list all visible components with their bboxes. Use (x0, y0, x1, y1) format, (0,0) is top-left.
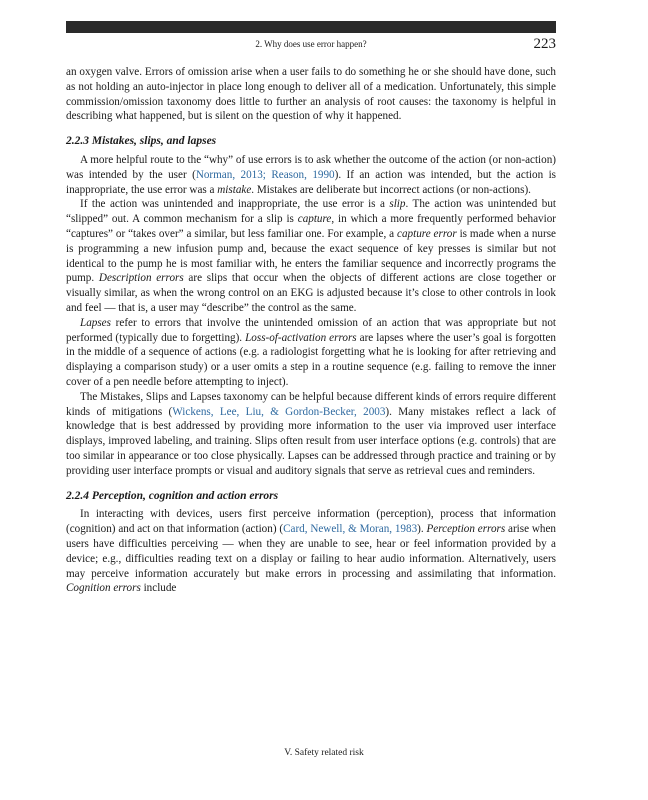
section-heading-2-2-4: 2.2.4 Perception, cognition and action errors (66, 489, 279, 502)
running-head-title: 2. Why does use error happen? (255, 39, 367, 49)
running-head (66, 36, 556, 56)
paragraph: an oxygen valve. Errors of omission arise when a user fails to do something he or she should have done, such as not holding an auto-injector in place long enough to deliver all of a medication. Unfortunately, this simple commission/omission taxonomy does little to further an analysis of root causes: the taxonomy is helpful in describing what happened, but is silent on the question of why it happened. (66, 66, 556, 123)
paragraph: In interacting with devices, users first perceive information (perception), process that information (cognition) and act on that information (action) (Card, Newell, & Moran, 1983). Perception errors arise when users have difficulties perceiving — when they are unable to see, hear or feel information provided by a device; e.g., difficulties reading text on a display or failing to hear audio information. Alternatively, users may perceive information accurately but make errors in processing and assimilating that information. Cognition errors include (66, 508, 556, 595)
section-heading-2-2-3: 2.2.3 Mistakes, slips, and lapses (66, 135, 217, 148)
paragraph: Lapses refer to errors that involve the unintended omission of an action that was appropriate but not performed (typically due to forgetting). Loss-of-activation errors are lapses where the user’s goal is forgotten in the middle of a sequence of actions (e.g. a radiologist forgetting what he is looking for after retrieving and displaying a comparison study) or a user omits a step in a routine sequence (e.g. failing to remove the inner cover of a pen needle before attempting to inject). (66, 316, 556, 388)
body-text (66, 65, 556, 596)
citation-link[interactable]: Wickens, Lee, Liu, & Gordon-Becker, 2003 (172, 405, 386, 418)
citation-link[interactable]: Card, Newell, & Moran, 1983 (283, 523, 418, 536)
header-rule (66, 21, 556, 33)
footer-part-title: V. Safety related risk (284, 748, 364, 758)
page-number: 223 (533, 36, 556, 52)
paragraph: A more helpful route to the “why” of use errors is to ask whether the outcome of the action (or non-action) was intended by the user (Norman, 2013; Reason, 1990). If an action was intended, but the action is inappropriate, the use error was a mistake. Mistakes are deliberate but incorrect actions (or non-actions). (66, 153, 557, 196)
paragraph: If the action was unintended and inappropriate, the use error is a slip. The action was unintended but “slipped” out. A common mechanism for a slip is capture, in which a more frequently performed behavior “captures” or “takes over” a similar, but less familiar one. For example, a capture error is made when a nurse is programming a new infusion pump and, because the exact sequence of key presses is similar but not identical to the pump he is most familiar with, he enters the familiar sequence and incorrectly programs the pump. Description errors are slips that occur when the objects of different actions are close together or visually similar, as when the wrong control on an EKG is adjusted because it’s close to other controls in look and feel — that is, a user may “describe” the control as the same. (66, 198, 556, 314)
paragraph: The Mistakes, Slips and Lapses taxonomy can be helpful because different kinds of errors require different kinds of mitigations (Wickens, Lee, Liu, & Gordon-Becker, 2003). Many mistakes reflect a lack of knowledge that is best addressed by providing more information to the user via improved user interface displays, improved labeling, and training. Slips often result from user interface options (e.g. controls) that are too similar in appearance or too close physically. Lapses can be addressed through practice and training or by providing user interface prompts or visual and auditory signals that serve as retrieval cues and reminders. (66, 390, 557, 477)
citation-link[interactable]: Norman, 2013; Reason, 1990 (195, 168, 335, 181)
